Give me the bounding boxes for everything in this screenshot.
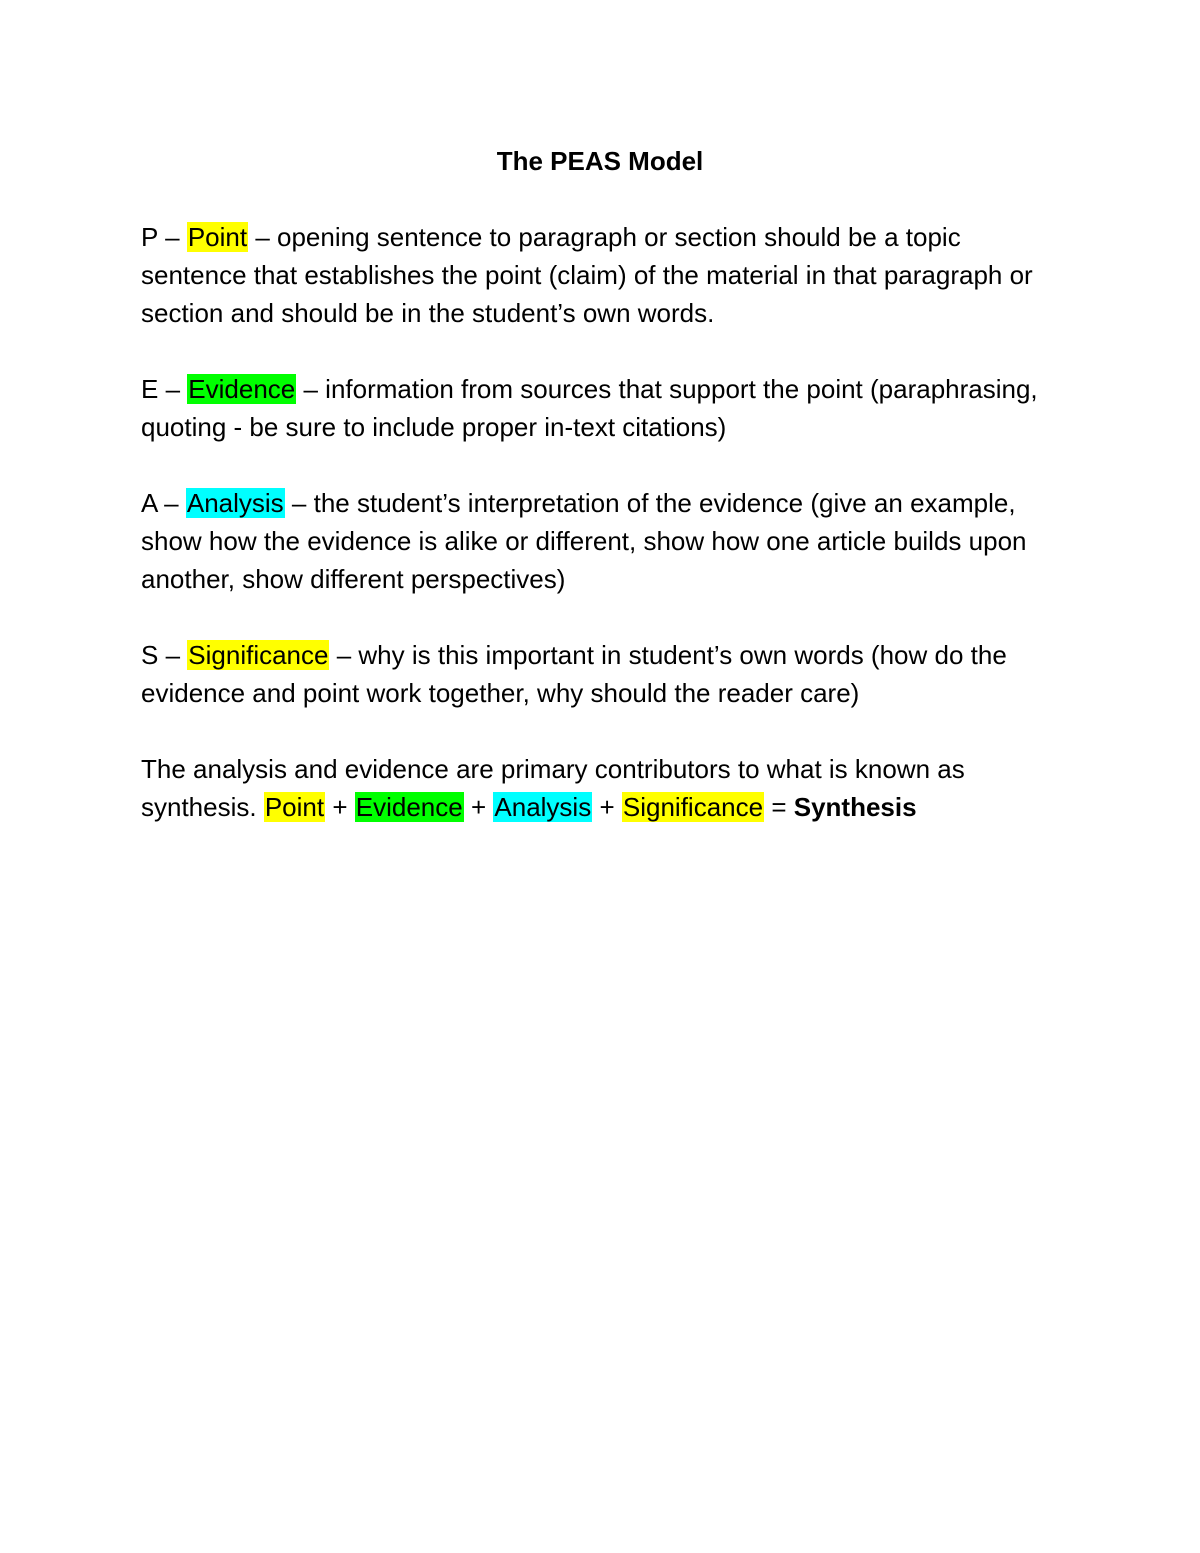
section-description: – why is this important in student’s own words (how do the evidence and point work together, why should the reader care) <box>141 640 1007 708</box>
section-letter: S <box>141 640 159 670</box>
summary-equals: = <box>771 792 787 822</box>
summary-term-analysis: Analysis <box>494 792 592 822</box>
summary-intro: The analysis and evidence are primary contributors to what is known as synthesis. <box>141 754 965 822</box>
section-analysis <box>141 484 1071 598</box>
document-title: The PEAS Model <box>496 146 704 176</box>
section-letter: P <box>141 222 158 252</box>
section-letter: E <box>141 374 159 404</box>
summary-term-point: Point <box>264 792 325 822</box>
section-dash: – <box>165 640 181 670</box>
summary-plus: + <box>470 792 487 822</box>
summary-term-significance: Significance <box>622 792 764 822</box>
section-description: – the student’s interpretation of the evidence (give an example, show how the evidence is alike or different, show how one article builds upon another, show different perspectives) <box>141 488 1027 594</box>
summary-plus: + <box>332 792 348 822</box>
term-analysis-highlight: Analysis <box>186 488 284 518</box>
summary-plus: + <box>599 792 615 822</box>
section-dash: – <box>165 222 180 252</box>
section-significance <box>141 636 1071 712</box>
section-evidence <box>141 370 1071 446</box>
document-content <box>141 142 1071 864</box>
section-description: – opening sentence to paragraph or section should be a topic sentence that establishes the point (claim) of the material in that paragraph or section and should be in the student’s own words. <box>141 222 1033 328</box>
section-dash: – <box>165 374 181 404</box>
term-evidence-highlight: Evidence <box>188 374 296 404</box>
term-point-highlight: Point <box>187 222 248 252</box>
term-significance-highlight: Significance <box>188 640 329 670</box>
section-point <box>141 218 1071 332</box>
section-dash: – <box>164 488 179 518</box>
section-description: – information from sources that support the point (paraphrasing, quoting - be sure to include proper in-text citations) <box>141 374 1038 442</box>
section-letter: A <box>141 488 157 518</box>
summary-paragraph <box>141 750 1071 826</box>
summary-term-evidence: Evidence <box>355 792 463 822</box>
summary-result: Synthesis <box>793 792 917 822</box>
